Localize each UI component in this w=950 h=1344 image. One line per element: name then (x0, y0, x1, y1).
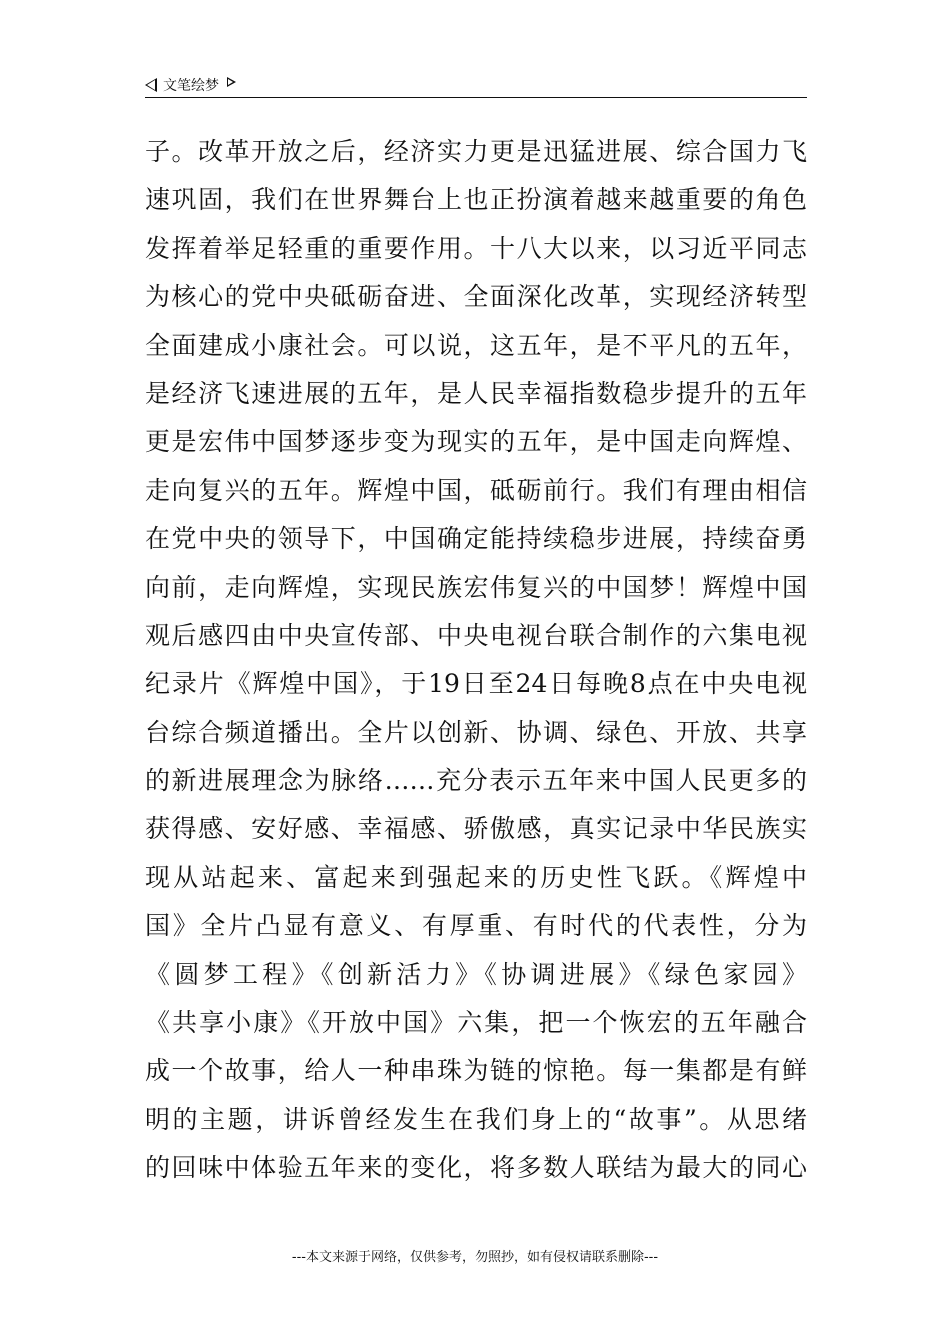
text-line: 观后感四由中央宣传部、中央电视台联合制作的六集电视 (145, 620, 807, 650)
text-line: 成一个故事，给人一种串珠为链的惊艳。每一集都是有鲜 (145, 1056, 807, 1086)
text-line: 纪录片《辉煌中国》，于19日至24日每晚8点在中央电视 (145, 669, 807, 699)
page-header (145, 74, 807, 96)
text-line: 《圆梦工程》《创新活力》《协调进展》《绿色家园》 (145, 959, 807, 989)
text-line: 子。改革开放之后，经济实力更是迅猛进展、综合国力飞 (145, 137, 807, 166)
body-text (145, 128, 807, 1193)
text-line: 《共享小康》《开放中国》六集，把一个恢宏的五年融合 (145, 1008, 807, 1038)
text-line: 在党中央的领导下，中国确定能持续稳步进展，持续奋勇 (145, 524, 807, 554)
text-line: 为核心的党中央砥砺奋进、全面深化改革，实现经济转型 (145, 282, 807, 312)
text-line: 国》全片凸显有意义、有厚重、有时代的代表性，分为 (145, 911, 807, 941)
triangle-right-icon (227, 77, 236, 87)
text-line: 明的主题，讲诉曾经发生在我们身上的“故事”。从思绪 (145, 1104, 807, 1134)
text-line: 向前，走向辉煌，实现民族宏伟复兴的中国梦！辉煌中国 (145, 572, 807, 602)
text-line: 走向复兴的五年。辉煌中国，砥砺前行。我们有理由相信 (145, 475, 807, 505)
text-line: 是经济飞速进展的五年，是人民幸福指数稳步提升的五年 (145, 378, 807, 408)
header-divider (145, 97, 807, 98)
text-line: 全面建成小康社会。可以说，这五年，是不平凡的五年， (145, 330, 807, 360)
header-title: 文笔绘梦 (163, 78, 219, 94)
text-line: 更是宏伟中国梦逐步变为现实的五年，是中国走向辉煌、 (145, 427, 807, 457)
text-line: 获得感、安好感、幸福感、骄傲感，真实记录中华民族实 (145, 814, 807, 844)
text-line: 现从站起来、富起来到强起来的历史性飞跃。《辉煌中 (145, 862, 807, 892)
text-line: 台综合频道播出。全片以创新、协调、绿色、开放、共享 (145, 717, 807, 747)
text-line: 发挥着举足轻重的重要作用。十八大以来，以习近平同志 (145, 233, 807, 263)
footer-disclaimer: ---本文来源于网络，仅供参考，勿照抄，如有侵权请联系删除--- (291, 1250, 659, 1265)
triangle-left-icon (145, 78, 157, 92)
text-line: 的新进展理念为脉络……充分表示五年来中国人民更多的 (145, 766, 807, 796)
text-line: 的回味中体验五年来的变化，将多数人联结为最大的同心 (145, 1153, 807, 1183)
text-line: 速巩固，我们在世界舞台上也正扮演着越来越重要的角色 (145, 185, 807, 215)
